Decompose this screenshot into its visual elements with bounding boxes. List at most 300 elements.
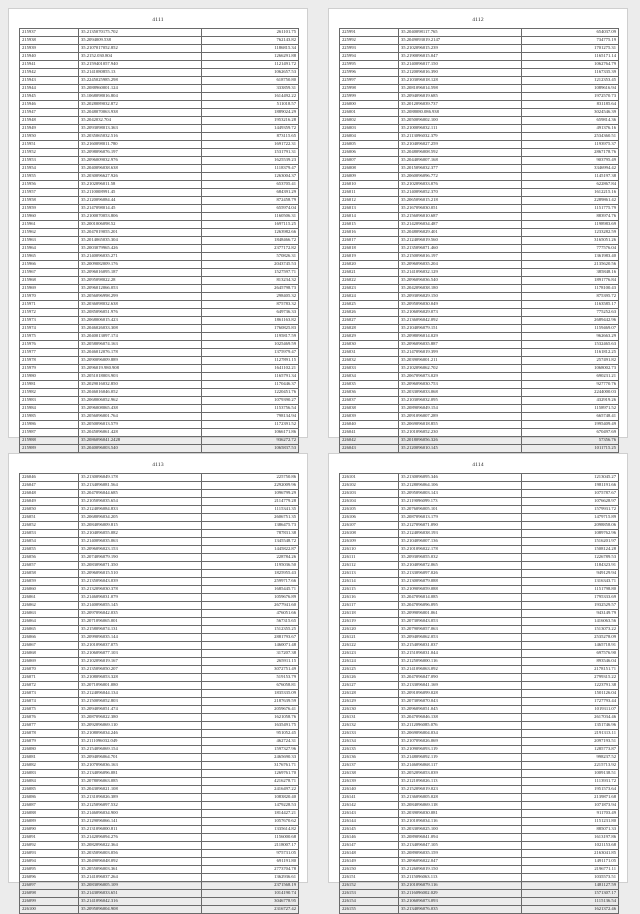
amount-cell: 1527597.71: [202, 269, 299, 277]
row-id-cell: 226062: [20, 602, 79, 610]
table-row: [20, 197, 299, 205]
code-cell: 35.2067096073.029: [399, 373, 522, 381]
table-row: [20, 349, 299, 357]
amount-cell: 1226789.53: [522, 554, 619, 562]
table-row: [20, 482, 299, 490]
amount-cell: 1835335.09: [202, 690, 299, 698]
amount-cell: 1531791.31: [202, 149, 299, 157]
code-cell: 35.2089096041.094: [399, 834, 522, 842]
row-id-cell: 226030: [340, 341, 399, 349]
code-cell: 35.2110008991.45: [79, 189, 202, 197]
amount-cell: 570826.31: [202, 253, 299, 261]
row-id-cell: 226026: [340, 309, 399, 317]
code-cell: 35.2060096096.772: [399, 173, 522, 181]
row-id-cell: 226147: [340, 842, 399, 850]
table-row: [20, 293, 299, 301]
table-row: [340, 269, 619, 277]
code-cell: 35.2105096035.654: [79, 498, 202, 506]
amount-cell: 1076628.97: [522, 498, 619, 506]
amount-cell: 1113931.72: [522, 778, 619, 786]
code-cell: 35.2096016095.187: [79, 269, 202, 277]
amount-cell: 2535278.09: [522, 634, 619, 642]
row-id-cell: 226027: [340, 317, 399, 325]
code-cell: 35.2084096009.815: [79, 522, 202, 530]
table-row: [20, 141, 299, 149]
row-id-cell: 215959: [20, 205, 79, 213]
code-cell: 35.2124096038.193: [399, 530, 522, 538]
amount-cell: 1825955.43: [202, 570, 299, 578]
row-id-cell: 226077: [20, 722, 79, 730]
table-row: [340, 762, 619, 770]
code-cell: 35.2102096033.076: [399, 181, 522, 189]
row-id-cell: 215940: [20, 53, 79, 61]
code-cell: 35.2095096004.908: [79, 906, 202, 914]
table-row: [20, 698, 299, 706]
amount-cell: 1701275.31: [522, 45, 619, 53]
row-id-cell: 215966: [20, 261, 79, 269]
code-cell: 35.2141096037.264: [79, 874, 202, 882]
table-row: [20, 682, 299, 690]
row-id-cell: 226148: [340, 850, 399, 858]
row-id-cell: 226126: [340, 674, 399, 682]
row-id-cell: 215954: [20, 165, 79, 173]
code-cell: 35.2140096052.370: [399, 189, 522, 197]
code-cell: 35.2030096627.926: [79, 173, 202, 181]
code-cell: 35.2046026033.308: [79, 325, 202, 333]
row-id-cell: 226049: [20, 498, 79, 506]
row-id-cell: 226097: [20, 882, 79, 890]
table-row: [340, 882, 619, 890]
table-row: [340, 301, 619, 309]
amount-cell: 333859.31: [202, 85, 299, 93]
table-row: [340, 245, 619, 253]
code-cell: 35.2096096030.753: [399, 381, 522, 389]
row-id-cell: 226033: [340, 365, 399, 373]
amount-cell: 2135620.56: [522, 261, 619, 269]
row-id-cell: 226119: [340, 618, 399, 626]
amount-cell: 1597327.96: [202, 746, 299, 754]
row-id-cell: 215946: [20, 101, 79, 109]
table-row: [20, 245, 299, 253]
amount-cell: 943149.79: [522, 610, 619, 618]
amount-cell: 519153.79: [202, 674, 299, 682]
amount-cell: 1481127.59: [522, 882, 619, 890]
amount-cell: 476051.66: [202, 610, 299, 618]
amount-cell: 2689442.96: [522, 317, 619, 325]
table-row: [340, 237, 619, 245]
amount-cell: 1066171.86: [202, 429, 299, 437]
row-id-cell: 226019: [340, 253, 399, 261]
row-id-cell: 226140: [340, 786, 399, 794]
amount-cell: 1316343.71: [522, 578, 619, 586]
row-id-cell: 225995: [340, 61, 399, 69]
code-cell: 35.2047096047.090: [399, 674, 522, 682]
row-id-cell: 215958: [20, 197, 79, 205]
table-row: [20, 738, 299, 746]
amount-cell: 265911.15: [202, 658, 299, 666]
amount-cell: 903795.49: [522, 157, 619, 165]
table-row: [20, 714, 299, 722]
row-id-cell: 226055: [20, 546, 79, 554]
code-cell: 35.2112096085.076: [399, 722, 522, 730]
table-row: [20, 890, 299, 898]
code-cell: 35.2245025985.298: [79, 77, 202, 85]
table-row: [340, 413, 619, 421]
row-id-cell: 226003: [340, 125, 399, 133]
amount-cell: 893546.04: [522, 658, 619, 666]
row-id-cell: 226121: [340, 634, 399, 642]
amount-cell: 1062657.53: [202, 69, 299, 77]
code-cell: 35.2134096081.564: [79, 482, 202, 490]
document-page-4: [328, 453, 628, 912]
table-row: [340, 53, 619, 61]
row-id-cell: 226103: [340, 490, 399, 498]
table-row: [340, 205, 619, 213]
code-cell: 35.2087096022.380: [79, 714, 202, 722]
code-cell: 35.2147096019.399: [399, 349, 522, 357]
code-cell: 35.2135096050.207: [79, 666, 202, 674]
row-id-cell: 226036: [340, 389, 399, 397]
table-row: [340, 826, 619, 834]
amount-cell: 1151231.80: [522, 818, 619, 826]
table-row: [340, 61, 619, 69]
row-id-cell: 226145: [340, 826, 399, 834]
row-id-cell: 226117: [340, 602, 399, 610]
row-id-cell: 226057: [20, 562, 79, 570]
table-row: [20, 762, 299, 770]
code-cell: 35.2082096022.364: [79, 842, 202, 850]
amount-cell: 3072751.49: [202, 666, 299, 674]
row-id-cell: 226124: [340, 658, 399, 666]
row-id-cell: 215988: [20, 437, 79, 445]
table-row: [20, 674, 299, 682]
table-row: [20, 650, 299, 658]
table-row: [20, 538, 299, 546]
code-cell: 35.2074096079.190: [79, 554, 202, 562]
code-cell: 35.2001006098.52: [79, 221, 202, 229]
row-id-cell: 226035: [340, 381, 399, 389]
code-cell: 35.2101096037.075: [79, 642, 202, 650]
row-id-cell: 226128: [340, 690, 399, 698]
table-row: [340, 770, 619, 778]
table-row: [20, 746, 299, 754]
row-id-cell: 215982: [20, 389, 79, 397]
row-id-cell: 226125: [340, 666, 399, 674]
table-row: [340, 381, 619, 389]
amount-cell: 1198983.69: [522, 221, 619, 229]
table-row: [20, 570, 299, 578]
table-row: [20, 834, 299, 842]
row-id-cell: 215964: [20, 245, 79, 253]
code-cell: 35.2096019.980.908: [79, 365, 202, 373]
code-cell: 35.2045096061.428: [79, 429, 202, 437]
row-id-cell: 226086: [20, 794, 79, 802]
amount-cell: 1532465.63: [522, 341, 619, 349]
code-cell: 35.2028089032.872: [79, 101, 202, 109]
amount-cell: 1089762.96: [522, 530, 619, 538]
row-id-cell: 226046: [20, 474, 79, 482]
code-cell: 35.2093096029.150: [399, 293, 522, 301]
amount-cell: 875783.32: [202, 301, 299, 309]
row-id-cell: 226149: [340, 858, 399, 866]
code-cell: 35.2095096030.049: [399, 301, 522, 309]
code-cell: 35.2136096042.092: [399, 317, 522, 325]
table-row: [20, 842, 299, 850]
code-cell: 35.2050096002.100: [399, 117, 522, 125]
amount-cell: 2881793.67: [202, 634, 299, 642]
table-row: [340, 802, 619, 810]
code-cell: 35.2106096029.073: [399, 309, 522, 317]
code-cell: 35.2141096042.316: [79, 898, 202, 906]
amount-cell: 1513073.22: [522, 626, 619, 634]
table-row: [340, 674, 619, 682]
amount-cell: 2114779.28: [202, 498, 299, 506]
row-id-cell: 215957: [20, 189, 79, 197]
amount-cell: 2773704.78: [202, 866, 299, 874]
code-cell: 35.2151096031.044: [399, 650, 522, 658]
amount-cell: 1691722.31: [202, 141, 299, 149]
amount-cell: 3346994.42: [522, 165, 619, 173]
code-cell: 35.2096009032.976: [79, 157, 202, 165]
table-row: [340, 650, 619, 658]
amount-cell: 1891776.84: [522, 277, 619, 285]
code-cell: 35.2140096035.271: [79, 253, 202, 261]
table-row: [340, 157, 619, 165]
code-cell: 35.2035096003.056: [79, 850, 202, 858]
row-id-cell: 226105: [340, 506, 399, 514]
amount-cell: 1697115.25: [202, 221, 299, 229]
code-cell: 35.2119096099.173: [399, 498, 522, 506]
code-cell: 35.2100070053.806: [79, 213, 202, 221]
row-id-cell: 226087: [20, 802, 79, 810]
row-id-cell: 226127: [340, 682, 399, 690]
amount-cell: 1501126.04: [522, 690, 619, 698]
amount-cell: 1121491.72: [202, 61, 299, 69]
amount-cell: 1158971.52: [522, 405, 619, 413]
code-cell: 35.2088080.086.938: [399, 109, 522, 117]
code-cell: 35.2128096064.106: [399, 482, 522, 490]
amount-cell: 684391.29: [202, 189, 299, 197]
row-id-cell: 226066: [20, 634, 79, 642]
code-cell: 35.2050096013.579: [79, 421, 202, 429]
code-cell: 35.2120096016.390: [399, 69, 522, 77]
amount-cell: 1178100.43: [522, 285, 619, 293]
table-row: [340, 37, 619, 45]
code-cell: 35.2120096010.145: [399, 445, 522, 453]
table-row: [20, 754, 299, 762]
row-id-cell: 226154: [340, 898, 399, 906]
row-id-cell: 215969: [20, 285, 79, 293]
code-cell: 35.2135096071.460: [399, 245, 522, 253]
table-row: [340, 834, 619, 842]
table-row: [340, 173, 619, 181]
table-row: [20, 818, 299, 826]
table-row: [20, 634, 299, 642]
row-id-cell: 226068: [20, 650, 79, 658]
row-id-cell: 225999: [340, 93, 399, 101]
table-row: [20, 514, 299, 522]
row-id-cell: 226008: [340, 165, 399, 173]
amount-cell: 1460071.48: [202, 642, 299, 650]
amount-cell: 2187639.59: [202, 698, 299, 706]
amount-cell: 2867178.76: [522, 149, 619, 157]
row-id-cell: 226001: [340, 109, 399, 117]
row-id-cell: 226130: [340, 706, 399, 714]
table-row: [340, 498, 619, 506]
code-cell: 35.2068006052.962: [79, 397, 202, 405]
row-id-cell: 215967: [20, 269, 79, 277]
code-cell: 35.2044096007.168: [399, 157, 522, 165]
row-id-cell: 226024: [340, 293, 399, 301]
amount-cell: 1159469.07: [522, 325, 619, 333]
code-cell: 35.2096096023.153: [79, 546, 202, 554]
row-id-cell: 215980: [20, 373, 79, 381]
row-id-cell: 226054: [20, 538, 79, 546]
amount-cell: 1193975.37: [522, 141, 619, 149]
amount-cell: 4216278.71: [202, 778, 299, 786]
code-cell: 35.2190096015.047: [399, 53, 522, 61]
row-id-cell: 215961: [20, 221, 79, 229]
table-row: [340, 538, 619, 546]
table-row: [20, 850, 299, 858]
row-id-cell: 226069: [20, 658, 79, 666]
code-cell: 35.2081096014.598: [399, 85, 522, 93]
code-cell: 35.2055096003.361: [79, 866, 202, 874]
table-row: [20, 317, 299, 325]
code-cell: 35.2015096032.377: [399, 165, 522, 173]
code-cell: 35.2088960001.124: [79, 85, 202, 93]
page-number: 4114: [472, 462, 484, 468]
table-row: [340, 730, 619, 738]
code-cell: 35.2033096025.100: [399, 826, 522, 834]
row-id-cell: 226152: [340, 882, 399, 890]
table-row: [20, 786, 299, 794]
row-id-cell: 226088: [20, 810, 79, 818]
table-row: [20, 474, 299, 482]
table-row: [20, 413, 299, 421]
amount-cell: 936272.72: [202, 437, 299, 445]
amount-cell: 2191313.11: [522, 730, 619, 738]
table-row: [340, 93, 619, 101]
code-cell: 35.2068096034.205: [79, 514, 202, 522]
amount-cell: 1151775.79: [522, 205, 619, 213]
page-number: 4111: [152, 17, 164, 23]
table-row: [340, 714, 619, 722]
amount-cell: 1814427.21: [202, 810, 299, 818]
row-id-cell: 226144: [340, 818, 399, 826]
table-row: [20, 373, 299, 381]
code-cell: 35.2146096068.117: [399, 762, 522, 770]
code-cell: 35.2125096000.116: [399, 658, 522, 666]
row-id-cell: 226020: [340, 261, 399, 269]
code-cell: 35.2125096097.532: [79, 802, 202, 810]
row-id-cell: 215955: [20, 173, 79, 181]
amount-cell: 1625539.23: [202, 157, 299, 165]
amount-cell: 762143.82: [202, 37, 299, 45]
code-cell: 35.2158096074.131: [79, 626, 202, 634]
row-id-cell: 226139: [340, 778, 399, 786]
table-row: [20, 277, 299, 285]
table-row: [340, 229, 619, 237]
row-id-cell: 226029: [340, 333, 399, 341]
table-row: [20, 101, 299, 109]
table-row: [20, 490, 299, 498]
code-cell: 35.2047096044.685: [79, 490, 202, 498]
table-row: [20, 706, 299, 714]
code-cell: 35.2048096029.401: [399, 229, 522, 237]
amount-cell: 1170446.37: [202, 381, 299, 389]
code-cell: 35.2046016046.052: [79, 389, 202, 397]
table-row: [20, 181, 299, 189]
table-row: [20, 498, 299, 506]
table-row: [20, 562, 299, 570]
table-row: [340, 530, 619, 538]
amount-cell: 1019311.07: [522, 706, 619, 714]
row-id-cell: 215972: [20, 309, 79, 317]
code-cell: 35.2089096035.159: [399, 850, 522, 858]
row-id-cell: 215984: [20, 405, 79, 413]
row-id-cell: 226022: [340, 277, 399, 285]
row-id-cell: 226040: [340, 421, 399, 429]
amount-cell: 875395.72: [522, 293, 619, 301]
table-row: [340, 405, 619, 413]
row-id-cell: 226073: [20, 690, 79, 698]
code-cell: 35.2040096038.638: [79, 165, 202, 173]
table-row: [340, 29, 619, 37]
code-cell: 35.2096096035.887: [399, 341, 522, 349]
row-id-cell: 215973: [20, 317, 79, 325]
table-row: [340, 277, 619, 285]
row-id-cell: 225998: [340, 85, 399, 93]
amount-cell: 911703.49: [522, 810, 619, 818]
row-id-cell: 226138: [340, 770, 399, 778]
amount-cell: 1375979.47: [202, 349, 299, 357]
code-cell: 35.2033096033.068: [399, 389, 522, 397]
row-id-cell: 226101: [340, 474, 399, 482]
code-cell: 35.2136096005.028: [399, 794, 522, 802]
table-row: [340, 610, 619, 618]
code-cell: 35.2159401057.940: [79, 61, 202, 69]
code-cell: 35.2093096055.032: [399, 554, 522, 562]
code-cell: 35.2096096036.540: [399, 277, 522, 285]
table-row: [20, 61, 299, 69]
row-id-cell: 226007: [340, 157, 399, 165]
table-row: [20, 389, 299, 397]
code-cell: 35.2089096049.154: [399, 405, 522, 413]
code-cell: 35.2150096016.197: [399, 253, 522, 261]
data-table: [339, 28, 619, 469]
table-row: [340, 786, 619, 794]
code-cell: 35.2093098013.363: [79, 125, 202, 133]
row-id-cell: 226133: [340, 730, 399, 738]
amount-cell: 1195036.50: [202, 562, 299, 570]
amount-cell: 1145197.38: [522, 173, 619, 181]
row-id-cell: 226102: [340, 482, 399, 490]
row-id-cell: 226132: [340, 722, 399, 730]
amount-cell: 798134.94: [202, 413, 299, 421]
amount-cell: 1075787.67: [522, 490, 619, 498]
data-table: [19, 28, 299, 469]
table-row: [340, 101, 619, 109]
code-cell: 35.1068098016.804: [79, 93, 202, 101]
code-cell: 35.2092096069.110: [79, 722, 202, 730]
document-page-2: [328, 8, 628, 451]
amount-cell: 1612215.16: [522, 189, 619, 197]
code-cell: 35.2101096034.116: [399, 818, 522, 826]
table-row: [20, 874, 299, 882]
row-id-cell: 215953: [20, 157, 79, 165]
code-cell: 35.2132096030.378: [79, 586, 202, 594]
